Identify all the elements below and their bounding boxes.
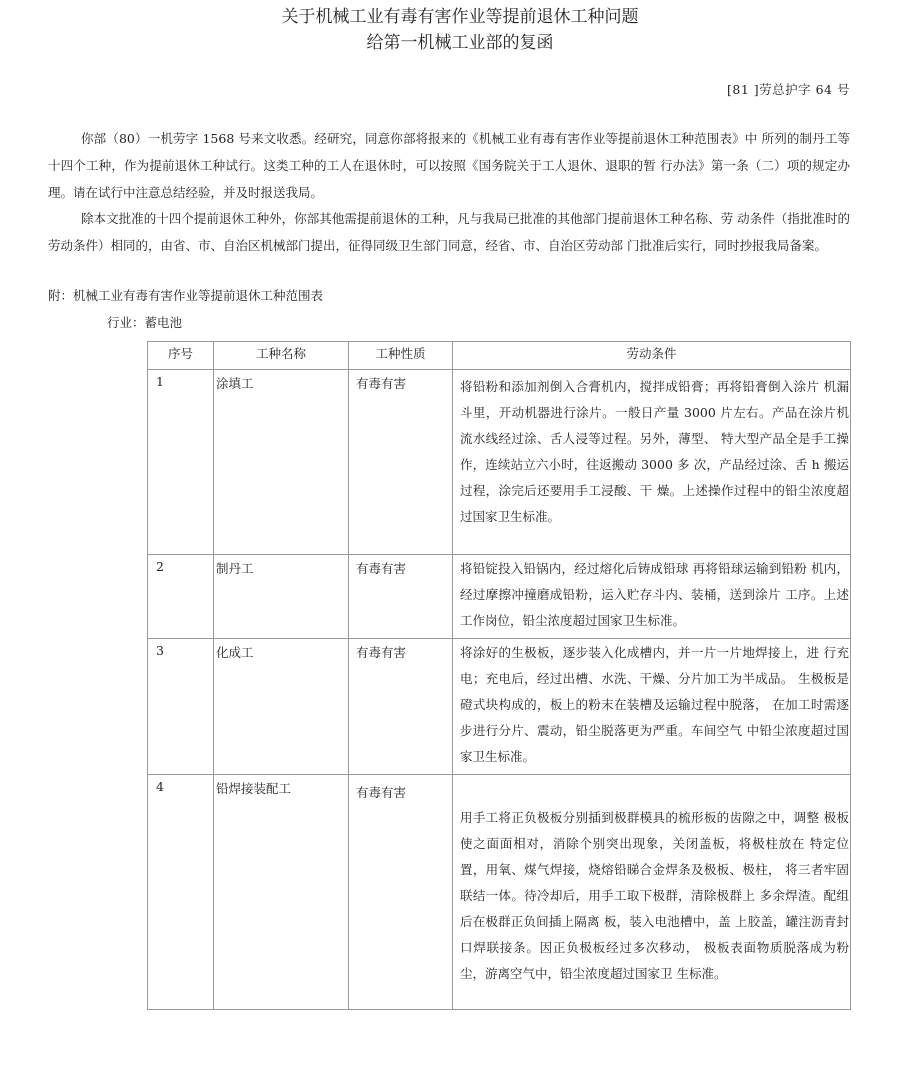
row-name: 化成工 (214, 639, 349, 775)
row-no: 1 (148, 370, 214, 555)
row-condition-text: 将铅粉和添加剂倒入合膏机内，搅拌成铅膏；再将铅膏倒入涂片 机漏斗里，开动机器进行涂片。一般日产量 3000 片左右。产品在涂片机流水线经过涂、舌人浸等过程。另外，薄型、 特大型产品全是手工操作，连续站立六小时，往返搬动 3000 多 次，产品经过涂、舌 h 搬运过程，涂完后还要用手工浸酸、干 燥。上述操作过程中的铅尘浓度超过国家卫生标准。 (460, 379, 849, 524)
table-header-row (148, 342, 851, 370)
row-name: 涂填工 (214, 370, 349, 555)
row-nature: 有毒有害 (349, 555, 453, 639)
header-nature: 工种性质 (349, 342, 453, 370)
header-no: 序号 (148, 342, 214, 370)
row-name: 制丹工 (214, 555, 349, 639)
row-nature: 有毒有害 (349, 775, 453, 1010)
row-condition (453, 555, 851, 639)
row-condition-text: 将涂好的生极板，逐步装入化成槽内，并一片一片地焊接上，进 行充电；充电后，经过出槽、水洗、干燥、分片加工为半成品。 生极板是磴式块构成的，板上的粉末在装槽及运输过程中脱落， 在加工时需逐步进行分片、震动，铅尘脱落更为严重。车间空气 中铅尘浓度超过国家卫生标准。 (460, 645, 849, 764)
row-name: 铅焊接装配工 (214, 775, 349, 1010)
row-nature: 有毒有害 (349, 639, 453, 775)
industry-label: 行业：蓄电池 (107, 315, 183, 330)
attachment-title: 附：机械工业有毒有害作业等提前退休工种范围表 (48, 288, 324, 303)
document-number: [81 ]劳总护字 64 号 (727, 82, 850, 97)
table-row (148, 639, 851, 775)
row-no: 3 (148, 639, 214, 775)
row-condition (453, 639, 851, 775)
document-title-line-2: 给第一机械工业部的复函 (366, 33, 554, 53)
row-no: 4 (148, 775, 214, 1010)
document-title-line-1: 关于机械工业有毒有害作业等提前退休工种问题 (281, 7, 639, 27)
table-row (148, 555, 851, 639)
row-condition-text: 将铅锭投入铅锅内，经过熔化后铸成铅球 再将铅球运输到铅粉 机内，经过摩擦冲撞磨成铅粉，运入贮存斗内、装桶，送到涂片 工序。上述工作岗位，铅尘浓度超过国家卫生标准。 (460, 561, 849, 628)
row-no: 2 (148, 555, 214, 639)
row-condition (453, 370, 851, 555)
row-condition (453, 775, 851, 1010)
row-nature: 有毒有害 (349, 370, 453, 555)
header-name: 工种名称 (214, 342, 349, 370)
retirement-types-table (147, 341, 851, 1010)
body-paragraph-1: 你部（80）一机劳字 1568 号来文收悉。经研究，同意你部将报来的《机械工业有毒有害作业等提前退休工种范围表》中 所列的制丹工等十四个工种，作为提前退休工种试行。这类工种的工人在退休时，可以按照《国务院关于工人退休、退职的暂 行办法》第一条（二）项的规定办理。请在试行中注意总结经验，并及时报送我局。 (48, 131, 850, 200)
body-paragraph-2: 除本文批准的十四个提前退休工种外，你部其他需提前退休的工种，凡与我局已批准的其他部门提前退休工种名称、劳 动条件（指批准时的劳动条件）相同的，由省、市、自治区机械部门提出，征得同级卫生部门同意，经省、市、自治区劳动部 门批准后实行，同时抄报我局备案。 (48, 211, 850, 253)
table-row (148, 775, 851, 1010)
row-condition-text: 用手工将正负极板分别插到极群模具的梳形板的齿隙之中，调整 极板使之面面相对，消除个别突出现象，关闭盖板，将极柱放在 特定位置，用氧、煤气焊接，烧熔铅睇合金焊条及极板、极柱， 将三者牢固联结一体。待冷却后，用手工取下极群，清除极群上 多余焊渣。配组后在极群正负间插上隔离 板，装入电池槽中，盖 上胶盖，罐注沥青封口焊联接条。因正负极板经过多次移动， 极板表面物质脱落成为粉尘，游离空气中，铅尘浓度超过国家卫 生标准。 (460, 810, 849, 981)
table-row (148, 370, 851, 555)
header-condition: 劳动条件 (453, 342, 851, 370)
